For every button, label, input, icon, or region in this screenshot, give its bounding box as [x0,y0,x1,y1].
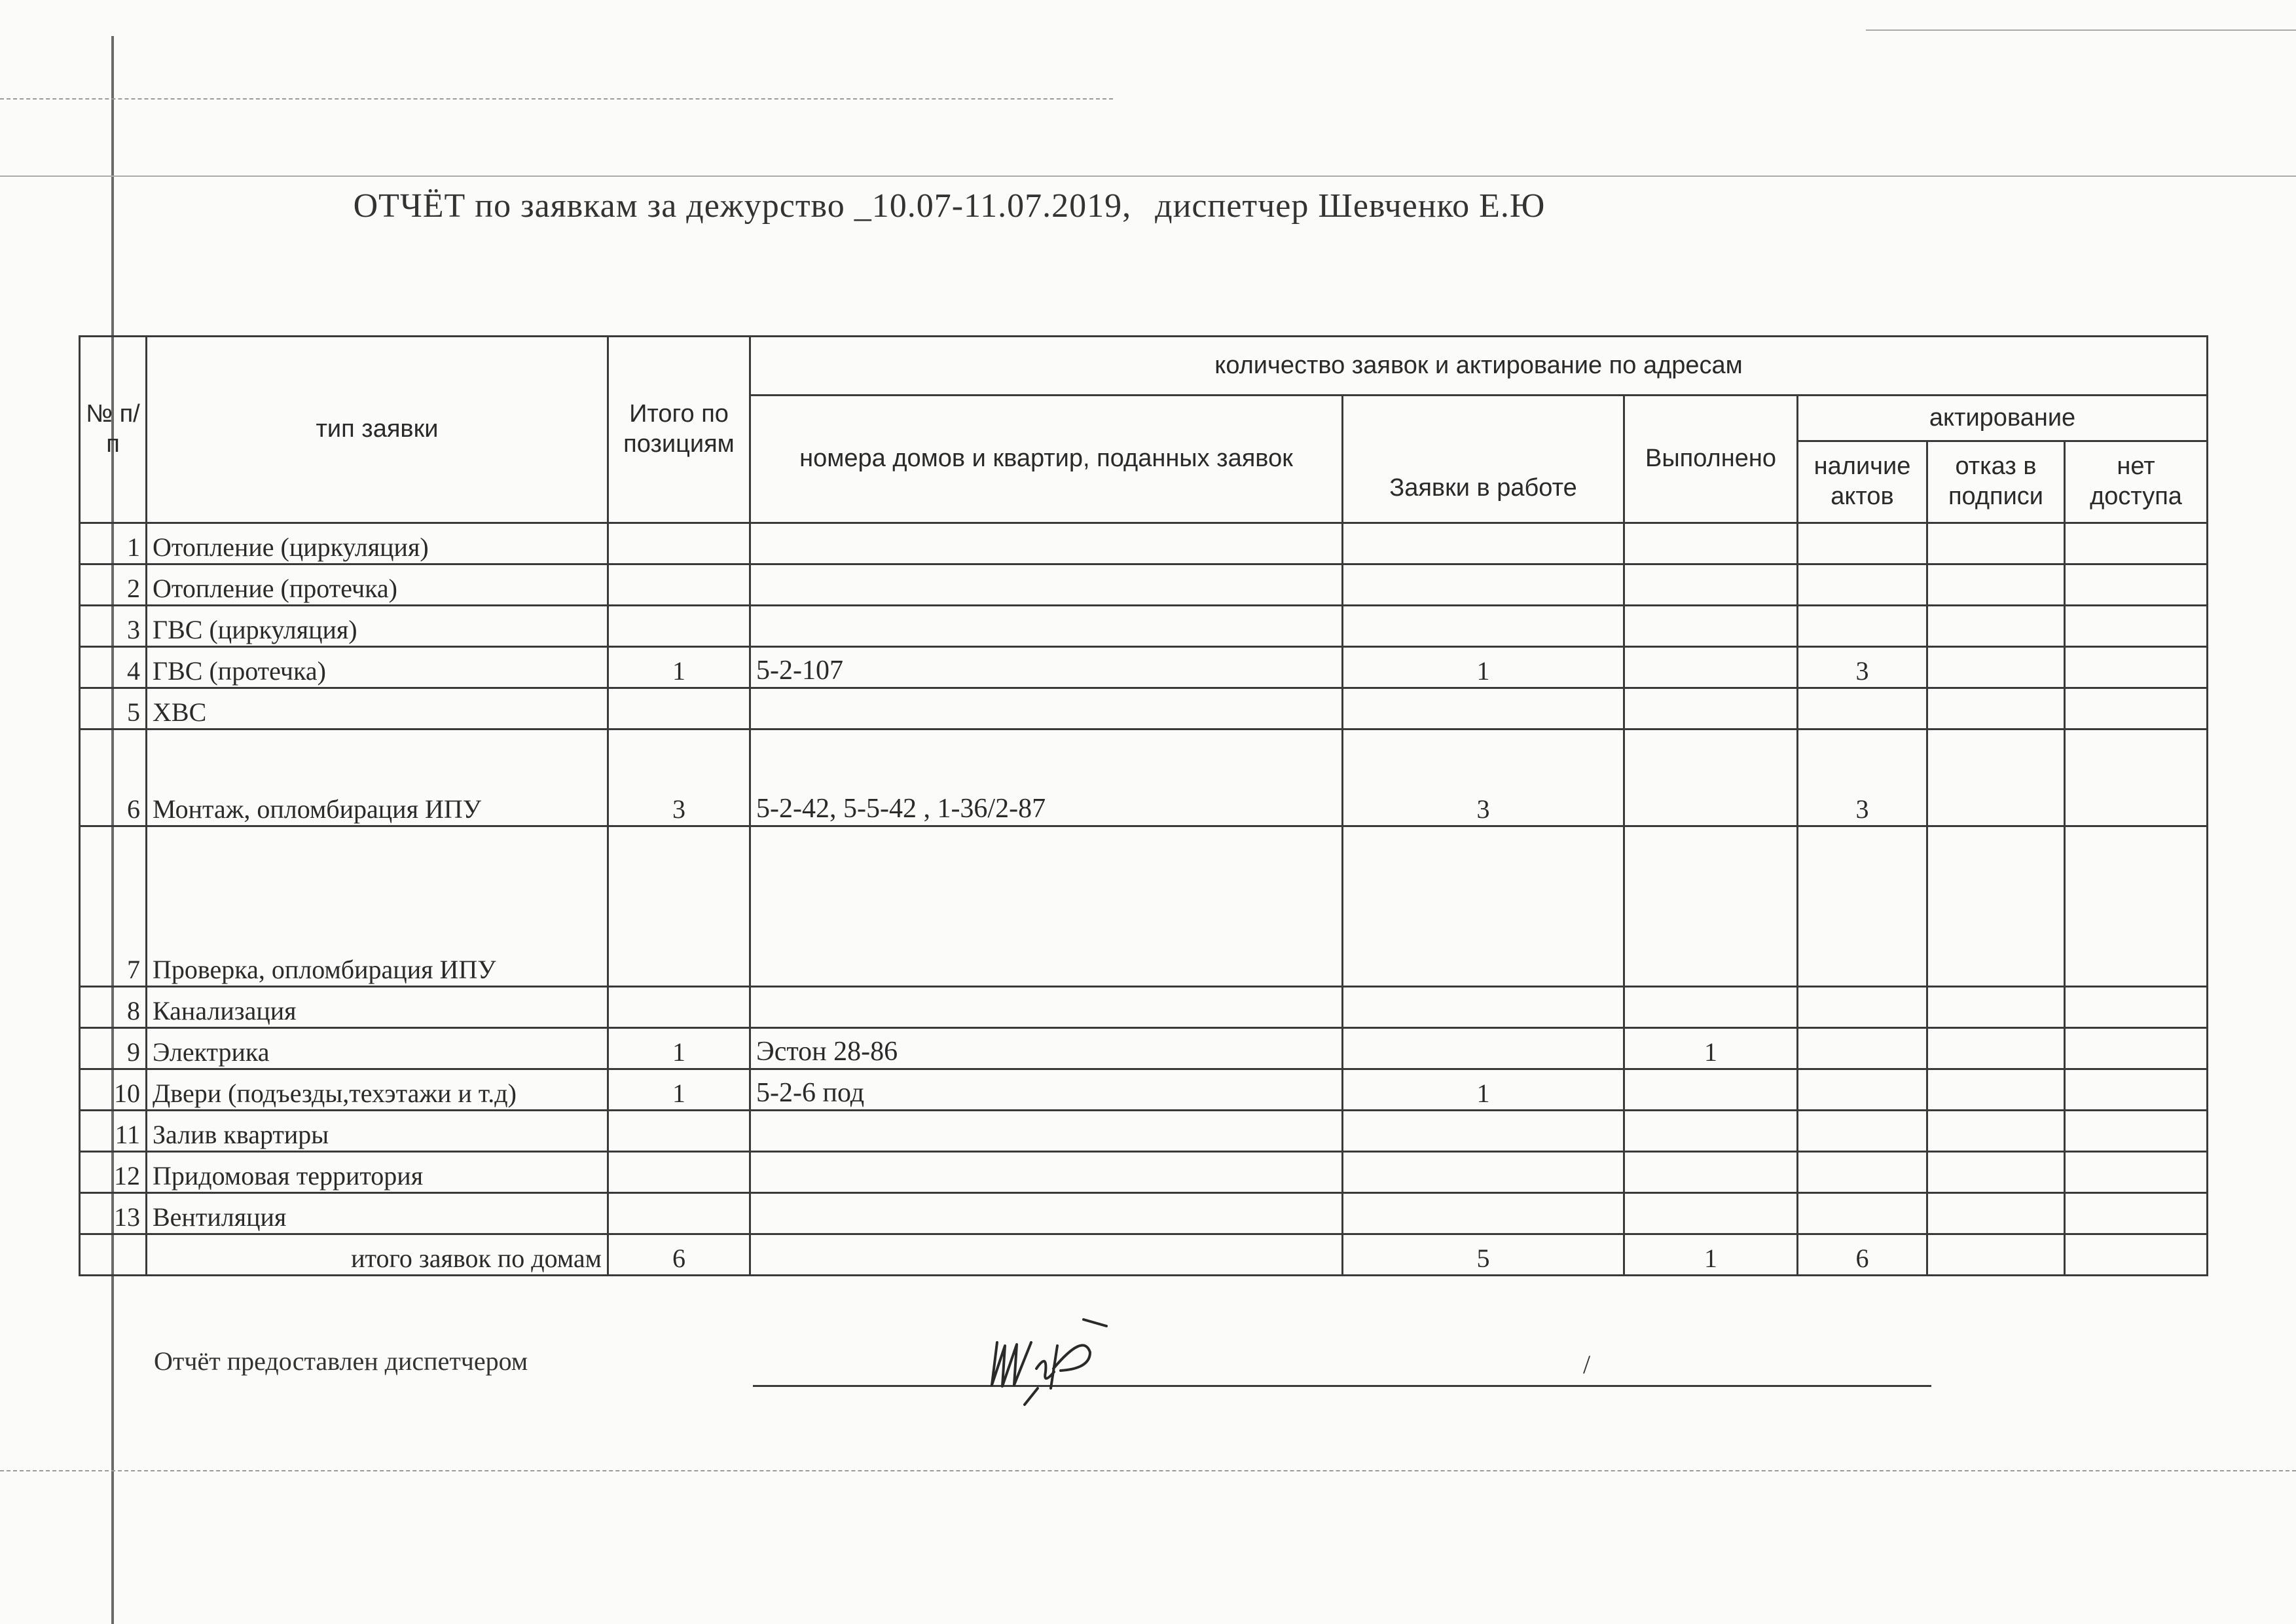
row-addresses [750,564,1343,606]
row-acts [1798,1152,1927,1193]
row-addresses [750,523,1343,564]
header-total: Итого по позициям [608,337,750,523]
scan-dash-line [1866,29,2296,31]
row-total: 3 [608,729,750,826]
report-table [79,335,2208,1276]
row-refused [1927,729,2065,826]
table-row [80,688,2208,729]
table-row [80,606,2208,647]
row-type: Канализация [147,987,608,1028]
row-refused [1927,826,2065,987]
table-row [80,1152,2208,1193]
row-type: Отопление (протечка) [147,564,608,606]
row-done [1624,1069,1798,1111]
row-addresses [750,826,1343,987]
header-group: количество заявок и актирование по адресам [750,337,2208,396]
row-total [608,987,750,1028]
row-refused [1927,688,2065,729]
row-refused [1927,1152,2065,1193]
row-type: Двери (подъезды,техэтажи и т.д) [147,1069,608,1111]
row-type: Придомовая территория [147,1152,608,1193]
row-refused [1927,987,2065,1028]
header-no-access: нет доступа [2065,441,2208,523]
scan-dash-line [0,175,2296,177]
row-done [1624,523,1798,564]
row-acts [1798,564,1927,606]
row-addresses: Эстон 28-86 [750,1028,1343,1069]
table-row [80,564,2208,606]
row-acts [1798,1028,1927,1069]
row-in-work [1343,1152,1624,1193]
row-addresses [750,1111,1343,1152]
footer-label: Отчёт предоставлен диспетчером [154,1346,528,1376]
row-addresses [750,606,1343,647]
report-title [0,187,1899,225]
totals-no-access [2065,1234,2208,1276]
row-no-access [2065,1193,2208,1234]
table-row [80,523,2208,564]
row-num: 12 [80,1152,147,1193]
row-refused [1927,523,2065,564]
row-no-access [2065,1028,2208,1069]
header-addresses: номера домов и квартир, поданных заявок [750,396,1343,523]
row-type: Отопление (циркуляция) [147,523,608,564]
row-addresses: 5-2-6 под [750,1069,1343,1111]
row-done [1624,1193,1798,1234]
row-num: 2 [80,564,147,606]
header-acts-present: наличие актов [1798,441,1927,523]
row-in-work: 1 [1343,1069,1624,1111]
row-in-work [1343,564,1624,606]
row-num: 4 [80,647,147,688]
row-addresses [750,987,1343,1028]
row-num: 10 [80,1069,147,1111]
row-no-access [2065,1069,2208,1111]
row-total: 1 [608,1069,750,1111]
row-acts [1798,523,1927,564]
row-type: Электрика [147,1028,608,1069]
row-in-work [1343,523,1624,564]
header-in-work: Заявки в работе [1343,396,1624,523]
row-refused [1927,1111,2065,1152]
row-type: Монтаж, опломбирация ИПУ [147,729,608,826]
row-no-access [2065,564,2208,606]
table-row [80,1069,2208,1111]
dispatcher-name: диспетчер Шевченко Е.Ю [1155,187,1546,225]
signature-image [985,1306,1129,1411]
row-total: 1 [608,1028,750,1069]
row-type: ГВС (протечка) [147,647,608,688]
row-type: Залив квартиры [147,1111,608,1152]
row-done [1624,564,1798,606]
row-in-work [1343,688,1624,729]
row-acts [1798,987,1927,1028]
totals-acts: 6 [1798,1234,1927,1276]
table-row [80,1111,2208,1152]
row-refused [1927,606,2065,647]
row-acts [1798,606,1927,647]
row-no-access [2065,688,2208,729]
row-refused [1927,1028,2065,1069]
row-total [608,1193,750,1234]
row-acts: 3 [1798,729,1927,826]
totals-label: итого заявок по домам [147,1234,608,1276]
totals-total: 6 [608,1234,750,1276]
row-no-access [2065,1152,2208,1193]
row-total [608,1111,750,1152]
totals-refused [1927,1234,2065,1276]
row-num: 13 [80,1193,147,1234]
header-done: Выполнено [1624,396,1798,523]
row-no-access [2065,523,2208,564]
row-total [608,606,750,647]
row-refused [1927,1069,2065,1111]
row-in-work [1343,1193,1624,1234]
row-type: ГВС (циркуляция) [147,606,608,647]
row-acts [1798,826,1927,987]
totals-row [80,1234,2208,1276]
row-total [608,523,750,564]
row-in-work: 3 [1343,729,1624,826]
row-num: 9 [80,1028,147,1069]
row-no-access [2065,1111,2208,1152]
row-done [1624,606,1798,647]
header-num: № п/п [80,337,147,523]
row-type: ХВС [147,688,608,729]
row-done [1624,729,1798,826]
table-row [80,826,2208,987]
row-in-work: 1 [1343,647,1624,688]
row-addresses: 5-2-42, 5-5-42 , 1-36/2-87 [750,729,1343,826]
row-done: 1 [1624,1028,1798,1069]
totals-num [80,1234,147,1276]
row-addresses: 5-2-107 [750,647,1343,688]
table-row [80,987,2208,1028]
header-acts-group: актирование [1798,396,2208,441]
row-in-work [1343,606,1624,647]
totals-addresses [750,1234,1343,1276]
signature-line [753,1385,1931,1387]
table-row [80,1193,2208,1234]
row-in-work [1343,987,1624,1028]
row-no-access [2065,987,2208,1028]
row-total [608,1152,750,1193]
row-in-work [1343,826,1624,987]
row-no-access [2065,606,2208,647]
row-acts [1798,1193,1927,1234]
row-no-access [2065,647,2208,688]
report-title-prefix: ОТЧЁТ по заявкам за дежурство _10.07-11.07.2019, [353,187,1132,225]
header-refused: отказ в подписи [1927,441,2065,523]
row-refused [1927,647,2065,688]
signature-slash: / [1583,1350,1591,1379]
row-done [1624,987,1798,1028]
row-total [608,564,750,606]
row-acts [1798,1111,1927,1152]
table-row [80,647,2208,688]
row-addresses [750,1193,1343,1234]
scan-dash-line [0,1470,2296,1471]
row-done [1624,1152,1798,1193]
row-no-access [2065,729,2208,826]
table-row [80,1028,2208,1069]
row-num: 5 [80,688,147,729]
row-in-work [1343,1111,1624,1152]
totals-in-work: 5 [1343,1234,1624,1276]
row-no-access [2065,826,2208,987]
row-done [1624,1111,1798,1152]
row-total [608,688,750,729]
row-done [1624,826,1798,987]
row-type: Вентиляция [147,1193,608,1234]
row-num: 11 [80,1111,147,1152]
row-total [608,826,750,987]
row-num: 7 [80,826,147,987]
scan-dash-line [0,98,1113,100]
row-num: 8 [80,987,147,1028]
row-refused [1927,564,2065,606]
row-in-work [1343,1028,1624,1069]
row-num: 6 [80,729,147,826]
row-acts [1798,688,1927,729]
row-done [1624,647,1798,688]
row-num: 3 [80,606,147,647]
row-num: 1 [80,523,147,564]
row-acts [1798,1069,1927,1111]
row-refused [1927,1193,2065,1234]
totals-done: 1 [1624,1234,1798,1276]
table-row [80,729,2208,826]
row-acts: 3 [1798,647,1927,688]
header-type: тип заявки [147,337,608,523]
row-done [1624,688,1798,729]
row-total: 1 [608,647,750,688]
row-addresses [750,1152,1343,1193]
row-type: Проверка, опломбирация ИПУ [147,826,608,987]
row-addresses [750,688,1343,729]
